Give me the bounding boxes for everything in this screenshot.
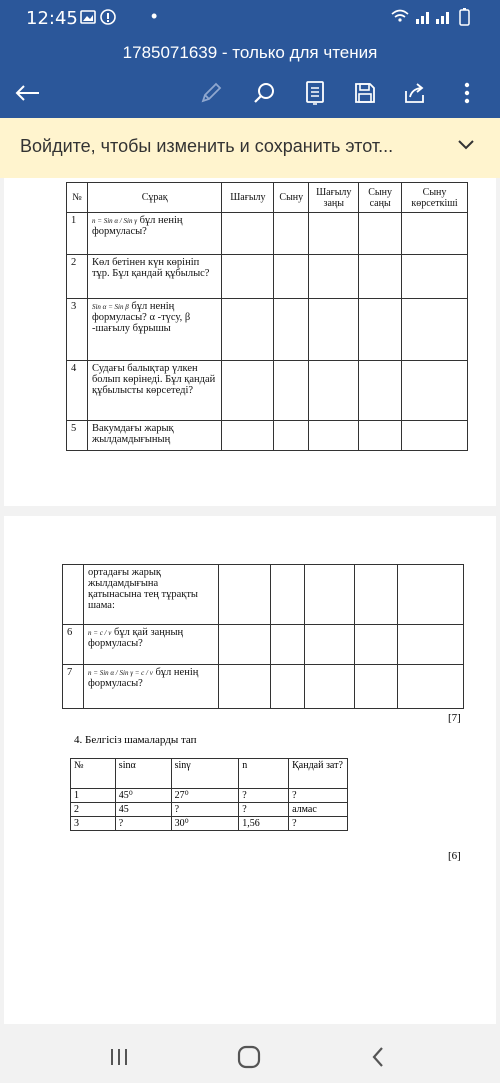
- table-row: [63, 665, 464, 709]
- row-text: ортадағы жарық жылдамдығына қатынасына тең тұрақты шама:: [87, 567, 198, 611]
- cell: 1: [71, 789, 116, 803]
- header-refraction-law: Сыну саңы: [359, 183, 402, 213]
- header-substance: Қандай зат?: [289, 759, 348, 789]
- document-page-1: [4, 178, 496, 506]
- back-arrow-icon[interactable]: [12, 78, 42, 108]
- cell: ?: [289, 817, 348, 831]
- reader-icon[interactable]: [300, 78, 330, 108]
- header-refractive-index: Сыну көрсеткіші: [402, 183, 468, 213]
- header-sin-alpha: sinα: [115, 759, 171, 789]
- home-icon[interactable]: [236, 1044, 262, 1070]
- document-title: 1785071639 - только для чтения: [0, 38, 500, 70]
- banner-message: Войдите, чтобы изменить и сохранить этот...: [20, 136, 394, 156]
- document-page-2: [4, 516, 496, 1024]
- questions-table-continued: [62, 564, 464, 709]
- table-header-row: [71, 759, 348, 789]
- row-num: 4: [67, 361, 88, 421]
- row-text: Көл бетінен күн көрініп тұр. Бұл қандай құбылыс?: [91, 257, 210, 279]
- table-row: [63, 625, 464, 665]
- score-mark-7: [7]: [448, 712, 461, 724]
- cell: 27⁰: [171, 789, 239, 803]
- status-dot: •: [151, 6, 158, 26]
- table-row: [67, 299, 468, 361]
- row-num: [63, 565, 84, 625]
- header-refraction: Сыну: [274, 183, 309, 213]
- header-num: №: [71, 759, 116, 789]
- sign-in-banner[interactable]: [0, 118, 500, 178]
- more-icon[interactable]: [452, 78, 482, 108]
- questions-table: [66, 182, 468, 451]
- header-reflection-law: Шағылу заңы: [309, 183, 359, 213]
- table-row: [67, 213, 468, 255]
- table-row: [71, 803, 348, 817]
- cell: ?: [171, 803, 239, 817]
- cell: 30⁰: [171, 817, 239, 831]
- row-question: [87, 213, 221, 255]
- share-icon[interactable]: [400, 78, 430, 108]
- header-sin-gamma: sinγ: [171, 759, 239, 789]
- task-4-title: 4. Белгісіз шамаларды тап: [74, 734, 197, 746]
- row-question: [87, 421, 221, 451]
- row-formula: n = Sin α / Sin γ = c / v: [87, 669, 153, 677]
- score-mark-6: [6]: [448, 850, 461, 862]
- row-text: бұл ненің формуласы?: [87, 667, 199, 689]
- row-text: Вакумдағы жарық жылдамдығының: [91, 423, 174, 445]
- save-icon[interactable]: [350, 78, 380, 108]
- status-right-icons: [390, 8, 480, 29]
- table-row: [71, 817, 348, 831]
- status-bar: [0, 0, 500, 38]
- row-num: 1: [67, 213, 88, 255]
- row-question: [83, 625, 218, 665]
- table-row: [67, 255, 468, 299]
- row-num: 7: [63, 665, 84, 709]
- table-row: [71, 789, 348, 803]
- cell: 1,56: [239, 817, 289, 831]
- header-n: n: [239, 759, 289, 789]
- cell: ?: [239, 803, 289, 817]
- cell: 45⁰: [115, 789, 171, 803]
- table-row: [67, 361, 468, 421]
- row-question: [83, 665, 218, 709]
- row-num: 3: [67, 299, 88, 361]
- system-nav-bar: [0, 1030, 500, 1083]
- unknowns-table: [70, 758, 348, 831]
- chevron-down-icon[interactable]: [456, 134, 476, 154]
- cell: ?: [115, 817, 171, 831]
- table-header-row: [67, 183, 468, 213]
- header-question: Сұрақ: [87, 183, 221, 213]
- cell: 45: [115, 803, 171, 817]
- row-text: бұл ненің формуласы?: [91, 215, 183, 237]
- row-text: бұл қай заңның формуласы?: [87, 627, 184, 649]
- pencil-icon[interactable]: [196, 78, 226, 108]
- table-row: [63, 565, 464, 625]
- row-num: 5: [67, 421, 88, 451]
- cell: алмас: [289, 803, 348, 817]
- row-num: 2: [67, 255, 88, 299]
- row-question: [83, 565, 218, 625]
- row-question: [87, 255, 221, 299]
- row-text: бұл ненің формуласы? α -түсу, β -шағылу бұрышы: [91, 301, 191, 334]
- cell: 3: [71, 817, 116, 831]
- row-formula: n = Sin α / Sin γ: [91, 217, 137, 225]
- row-formula: Sin α = Sin β: [91, 303, 129, 311]
- row-formula: n = c / v: [87, 629, 112, 637]
- recent-apps-icon[interactable]: [106, 1044, 132, 1070]
- row-num: 6: [63, 625, 84, 665]
- header-reflection: Шағылу: [222, 183, 274, 213]
- cell: ?: [289, 789, 348, 803]
- back-icon[interactable]: [366, 1044, 392, 1070]
- notification-icons: [80, 9, 140, 31]
- cell: 2: [71, 803, 116, 817]
- header-num: №: [67, 183, 88, 213]
- row-question: [87, 299, 221, 361]
- row-text: Судағы балықтар үлкен болып көрінеді. Бұл қандай құбылысты көрсетеді?: [91, 363, 216, 396]
- table-row: [67, 421, 468, 451]
- status-time: 12:45: [26, 8, 78, 29]
- toolbar: [0, 70, 500, 118]
- cell: ?: [239, 789, 289, 803]
- row-question: [87, 361, 221, 421]
- search-icon[interactable]: [249, 78, 279, 108]
